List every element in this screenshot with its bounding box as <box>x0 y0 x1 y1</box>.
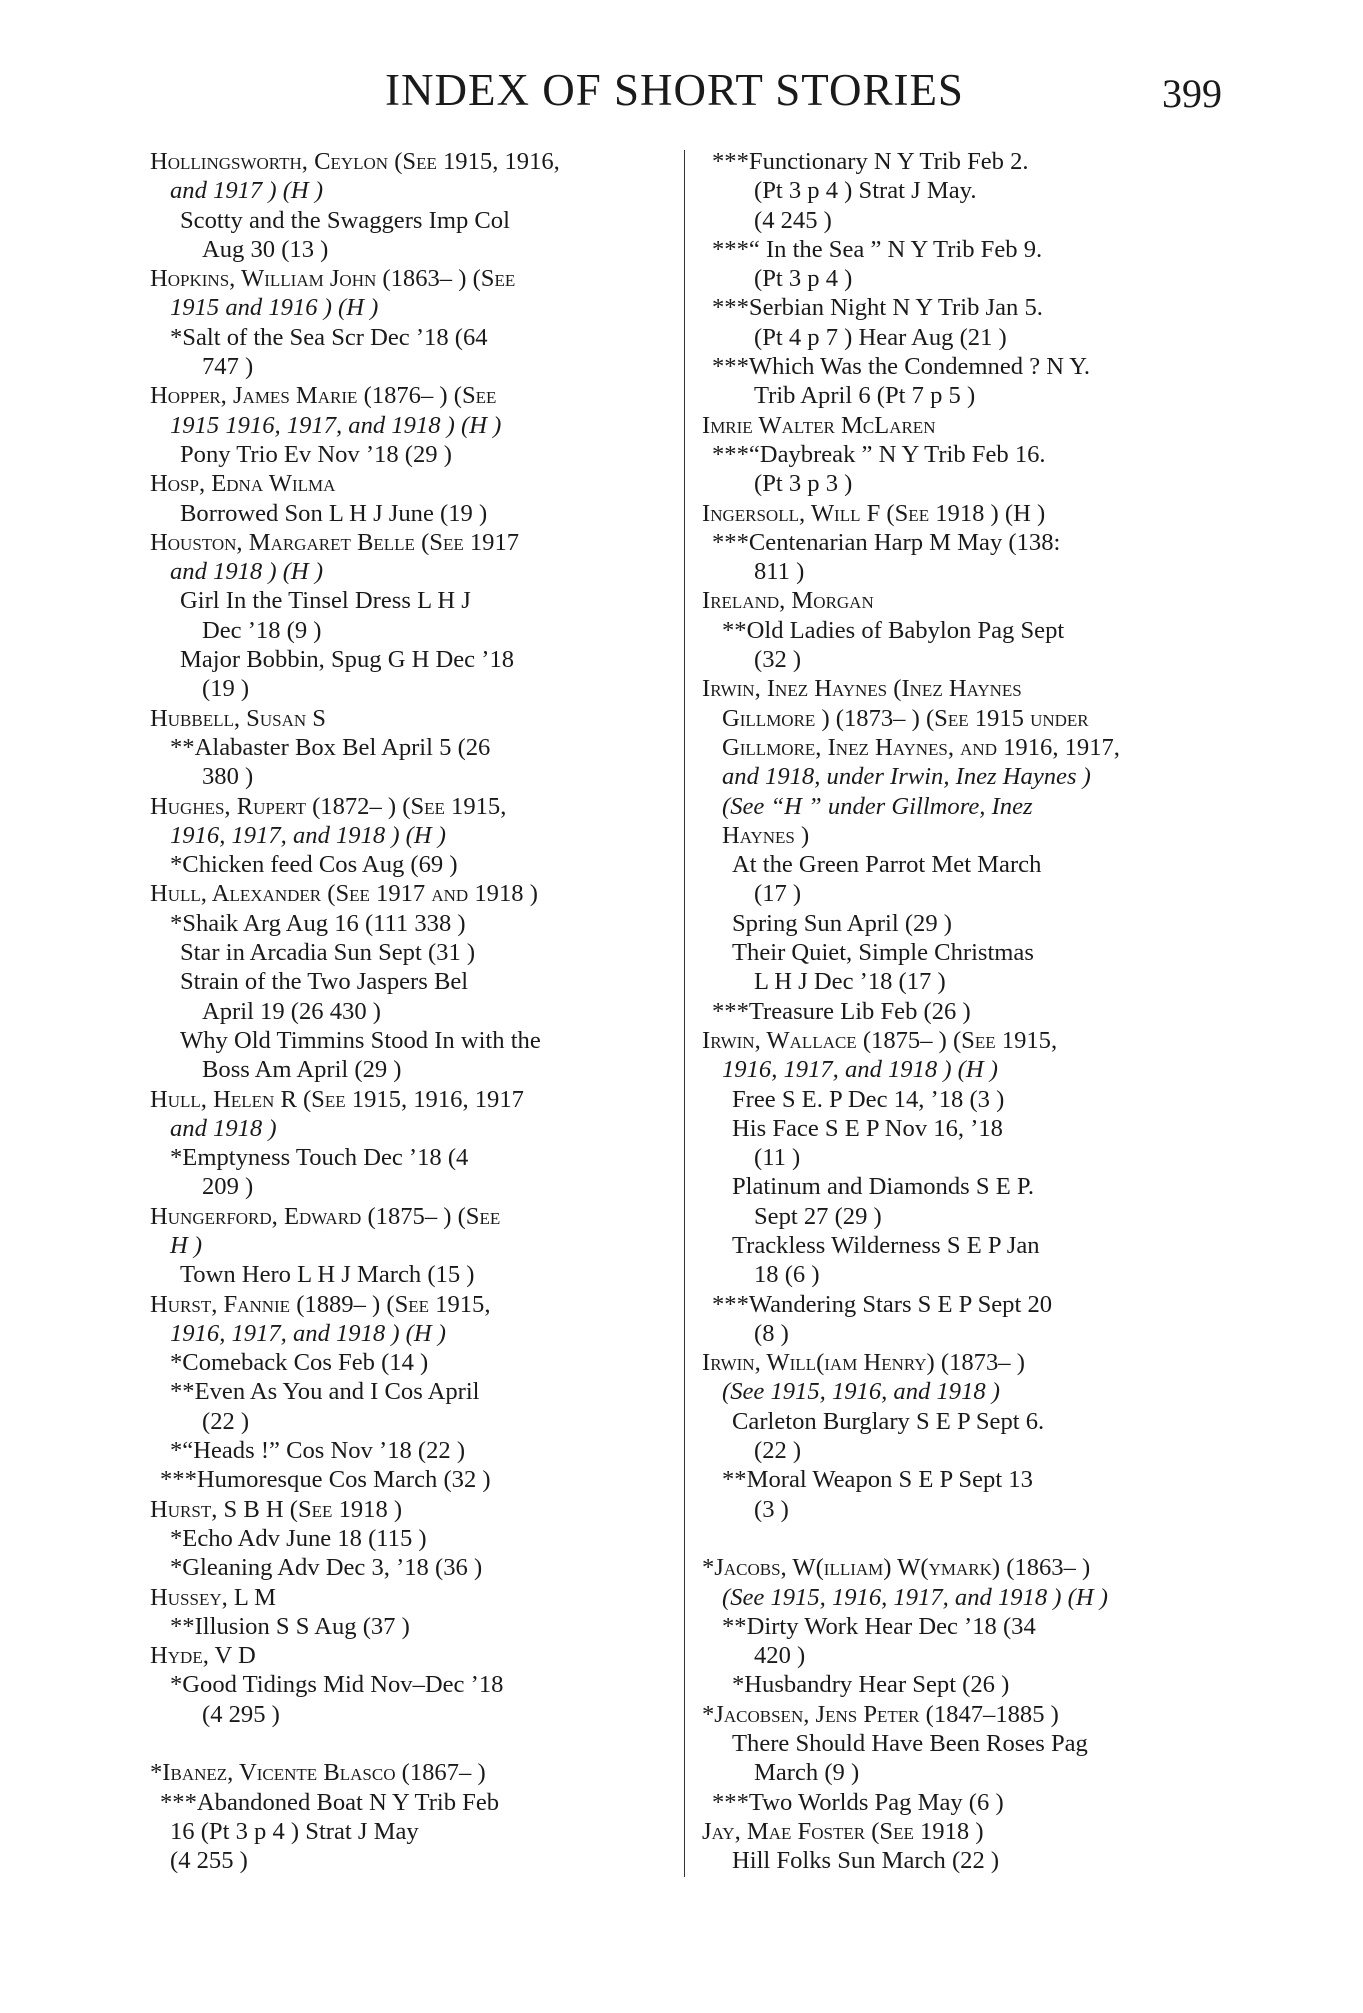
index-entry-line: Spring Sun April (29 ) <box>732 909 952 937</box>
index-entry-author: Hyde, V D <box>150 1642 256 1670</box>
index-entry-line: Pony Trio Ev Nov ’18 (29 ) <box>180 440 452 468</box>
index-entry-line: *Chicken feed Cos Aug (69 ) <box>170 851 458 879</box>
index-entry-author: *Ibanez, Vicente Blasco (1867– ) <box>150 1759 486 1787</box>
index-entry-line: (4 245 ) <box>754 206 832 234</box>
index-entry-line: ***Functionary N Y Trib Feb 2. <box>712 148 1029 175</box>
index-entry-line: *Emptyness Touch Dec ’18 (4 <box>170 1144 469 1172</box>
index-entry-line: Major Bobbin, Spug G H Dec ’18 <box>180 646 515 674</box>
index-entry-line: Trib April 6 (Pt 7 p 5 ) <box>754 382 976 410</box>
index-entry-line: *Husbandry Hear Sept (26 ) <box>732 1671 1010 1699</box>
index-entry-line: 747 ) <box>202 353 254 381</box>
index-entry-line: 16 (Pt 3 p 4 ) Strat J May <box>170 1817 419 1845</box>
index-entry-line: H ) <box>170 1231 203 1259</box>
index-entry-line: (19 ) <box>202 675 250 703</box>
index-entry-line: ***Which Was the Condemned ? N Y. <box>712 353 1091 381</box>
index-entry-line: (17 ) <box>754 880 802 908</box>
index-entry-line: March (9 ) <box>754 1759 860 1787</box>
index-entry-author: Hosp, Edna Wilma <box>150 470 336 498</box>
index-entry-line: Platinum and Diamonds S E P. <box>732 1173 1034 1201</box>
index-entry-line: April 19 (26 430 ) <box>202 997 381 1025</box>
page-header <box>0 64 1363 124</box>
index-entry-line: ***Humoresque Cos March (32 ) <box>160 1466 491 1494</box>
index-entry-line: Borrowed Son L H J June (19 ) <box>180 499 488 527</box>
index-entry-line: and 1918 ) <box>170 1114 277 1142</box>
index-entry-line: **Old Ladies of Babylon Pag Sept <box>722 616 1065 644</box>
index-entry-line: Strain of the Two Jaspers Bel <box>180 968 469 996</box>
index-entry-line: (See “H ” under Gillmore, Inez <box>722 792 1033 820</box>
index-entry-line: ***“Daybreak ” N Y Trib Feb 16. <box>712 440 1046 468</box>
index-entry-author: Hull, Alexander (See 1917 and 1918 ) <box>150 880 538 908</box>
index-entry-line: Free S E. P Dec 14, ’18 (3 ) <box>732 1085 1005 1113</box>
index-entry-line: At the Green Parrot Met March <box>732 851 1042 879</box>
index-entry-line: ***Centenarian Harp M May (138: <box>712 528 1061 556</box>
index-entry-author: Hurst, Fannie (1889– ) (See 1915, <box>150 1290 491 1318</box>
index-entry-line: *Shaik Arg Aug 16 (111 338 ) <box>170 909 466 937</box>
index-entry-author: Ingersoll, Will F (See 1918 ) (H ) <box>702 499 1046 527</box>
index-entry-line: (22 ) <box>202 1407 250 1435</box>
index-entry-line: 1915 and 1916 ) (H ) <box>170 294 379 322</box>
page-title: INDEX OF SHORT STORIES <box>385 65 964 115</box>
index-entry-line: Trackless Wilderness S E P Jan <box>732 1231 1040 1259</box>
index-entry-line: Aug 30 (13 ) <box>202 235 329 263</box>
index-entry-author: Irwin, Will(iam Henry) (1873– ) <box>702 1349 1025 1377</box>
index-entry-line: *“Heads !” Cos Nov ’18 (22 ) <box>170 1437 466 1465</box>
index-entry-line: (See 1915, 1916, and 1918 ) <box>722 1378 1001 1406</box>
index-entry-line: ***Serbian Night N Y Trib Jan 5. <box>712 294 1043 322</box>
index-spacer <box>150 1729 670 1758</box>
index-entry-line: Scotty and the Swaggers Imp Col <box>180 206 510 234</box>
index-entry-author: *Jacobs, W(illiam) W(ymark) (1863– ) <box>702 1554 1091 1582</box>
index-entry-line: ***Treasure Lib Feb (26 ) <box>712 997 971 1025</box>
index-entry-line: ***Abandoned Boat N Y Trib Feb <box>160 1788 500 1816</box>
index-entry-author: Hubbell, Susan S <box>150 704 326 732</box>
index-entry-author: Gillmore, Inez Haynes, and 1916, 1917, <box>722 733 1120 761</box>
index-entry-line: His Face S E P Nov 16, ’18 <box>732 1114 1003 1142</box>
index-entry-author: Hollingsworth, Ceylon (See 1915, 1916, <box>150 148 560 175</box>
index-entry-line: ***Two Worlds Pag May (6 ) <box>712 1788 1004 1816</box>
index-entry-line: **Illusion S S Aug (37 ) <box>170 1612 410 1640</box>
index-entry-line: Girl In the Tinsel Dress L H J <box>180 587 471 615</box>
index-entry-line: 380 ) <box>202 763 254 791</box>
index-entry-author: Imrie Walter McLaren <box>702 411 936 439</box>
index-entry-line: Hill Folks Sun March (22 ) <box>732 1847 1000 1875</box>
index-entry-line: (22 ) <box>754 1437 802 1465</box>
index-entry-line: **Dirty Work Hear Dec ’18 (34 <box>722 1612 1036 1640</box>
index-entry-author: Hopkins, William John (1863– ) (See <box>150 265 516 293</box>
index-entry-author: Hughes, Rupert (1872– ) (See 1915, <box>150 792 507 820</box>
index-entry-author: Gillmore ) (1873– ) (See 1915 under <box>722 704 1089 732</box>
index-entry-line: (11 ) <box>754 1144 801 1172</box>
index-entry-line: ***Wandering Stars S E P Sept 20 <box>712 1290 1053 1318</box>
index-entry-line: and 1918, under Irwin, Inez Haynes ) <box>722 763 1091 791</box>
index-entry-line: *Good Tidings Mid Nov–Dec ’18 <box>170 1671 504 1699</box>
index-entry-line: Sept 27 (29 ) <box>754 1202 882 1230</box>
index-entry-line: Why Old Timmins Stood In with the <box>180 1026 541 1054</box>
index-entry-line: **Alabaster Box Bel April 5 (26 <box>170 733 491 761</box>
index-entry-author: Irwin, Wallace (1875– ) (See 1915, <box>702 1026 1058 1054</box>
index-entry-line: *Comeback Cos Feb (14 ) <box>170 1349 429 1377</box>
index-entry-author: Haynes ) <box>722 821 810 849</box>
index-entry-line: L H J Dec ’18 (17 ) <box>754 968 946 996</box>
index-entry-line: (Pt 3 p 4 ) Strat J May. <box>754 177 977 205</box>
index-spacer <box>702 1524 1222 1553</box>
index-entry-author: Jay, Mae Foster (See 1918 ) <box>702 1817 984 1845</box>
index-entry-line: 420 ) <box>754 1642 806 1670</box>
index-entry-line: (Pt 3 p 4 ) <box>754 265 853 293</box>
index-entry-line: 1915 1916, 1917, and 1918 ) (H ) <box>170 411 502 439</box>
index-entry-line: and 1918 ) (H ) <box>170 558 324 586</box>
index-entry-line: 18 (6 ) <box>754 1261 820 1289</box>
index-entry-line: (Pt 3 p 3 ) <box>754 470 853 498</box>
index-entry-line: Dec ’18 (9 ) <box>202 616 322 644</box>
index-entry-author: Hurst, S B H (See 1918 ) <box>150 1495 403 1523</box>
index-entry-line: Their Quiet, Simple Christmas <box>732 939 1034 967</box>
index-entry-author: Hopper, James Marie (1876– ) (See <box>150 382 497 410</box>
index-entry-line: Town Hero L H J March (15 ) <box>180 1261 475 1289</box>
index-entry-author: Ireland, Morgan <box>702 587 874 615</box>
index-entry-line: and 1917 ) (H ) <box>170 177 324 205</box>
index-entry-author: Hungerford, Edward (1875– ) (See <box>150 1202 501 1230</box>
index-entry-line: 811 ) <box>754 558 805 586</box>
index-entry-line: Star in Arcadia Sun Sept (31 ) <box>180 939 476 967</box>
index-entry-line: Carleton Burglary S E P Sept 6. <box>732 1407 1045 1435</box>
index-entry-line: **Moral Weapon S E P Sept 13 <box>722 1466 1033 1494</box>
index-entry-author: Houston, Margaret Belle (See 1917 <box>150 528 520 556</box>
index-entry-author: Hussey, L M <box>150 1583 277 1611</box>
index-entry-line: There Should Have Been Roses Pag <box>732 1730 1088 1758</box>
index-entry-author: Irwin, Inez Haynes (Inez Haynes <box>702 675 1022 703</box>
index-entry-line: (32 ) <box>754 646 802 674</box>
index-entry-line: 1916, 1917, and 1918 ) (H ) <box>170 821 446 849</box>
column-divider <box>684 150 685 1877</box>
index-entry-line: (3 ) <box>754 1495 789 1523</box>
page-number: 399 <box>1162 71 1222 116</box>
index-entry-author: Hull, Helen R (See 1915, 1916, 1917 <box>150 1085 524 1113</box>
index-entry-line: ***“ In the Sea ” N Y Trib Feb 9. <box>712 235 1043 263</box>
index-entry-line: **Even As You and I Cos April <box>170 1378 480 1406</box>
left-column <box>150 147 670 1876</box>
index-entry-line: (4 295 ) <box>202 1700 280 1728</box>
index-entry-line: *Gleaning Adv Dec 3, ’18 (36 ) <box>170 1554 483 1582</box>
index-entry-line: (4 255 ) <box>170 1847 248 1875</box>
index-entry-line: 209 ) <box>202 1173 254 1201</box>
index-entry-line: 1916, 1917, and 1918 ) (H ) <box>170 1319 446 1347</box>
index-entry-line: (Pt 4 p 7 ) Hear Aug (21 ) <box>754 323 1007 351</box>
index-entry-line: (See 1915, 1916, 1917, and 1918 ) (H ) <box>722 1583 1108 1611</box>
index-entry-line: Boss Am April (29 ) <box>202 1056 402 1084</box>
right-column <box>702 147 1222 1876</box>
index-entry-line: *Salt of the Sea Scr Dec ’18 (64 <box>170 323 488 351</box>
index-entry-line: (8 ) <box>754 1319 789 1347</box>
index-entry-line: 1916, 1917, and 1918 ) (H ) <box>722 1056 998 1084</box>
index-entry-line: *Echo Adv June 18 (115 ) <box>170 1524 427 1552</box>
index-entry-author: *Jacobsen, Jens Peter (1847–1885 ) <box>702 1700 1059 1728</box>
